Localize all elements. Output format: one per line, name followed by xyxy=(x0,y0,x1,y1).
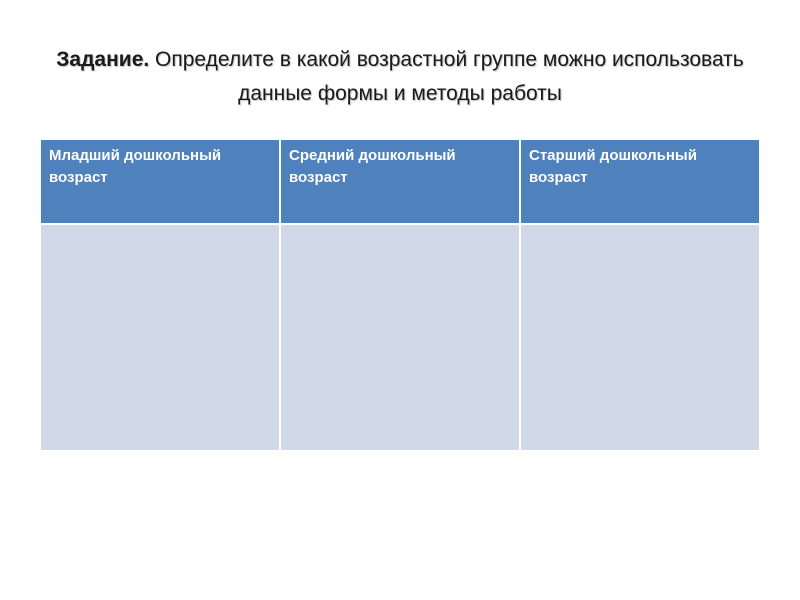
slide-title xyxy=(40,43,760,111)
table-row xyxy=(40,224,760,451)
body-cell-middle[interactable] xyxy=(280,224,520,451)
header-cell-middle: Средний дошкольный возраст xyxy=(280,139,520,224)
header-cell-older: Старший дошкольный возраст xyxy=(520,139,760,224)
title-text: Определите в какой возрастной группе можно использовать данные формы и методы работы xyxy=(149,48,744,105)
header-cell-younger: Младший дошкольный возраст xyxy=(40,139,280,224)
body-cell-older[interactable] xyxy=(520,224,760,451)
table-header-row xyxy=(40,139,760,224)
body-cell-younger[interactable] xyxy=(40,224,280,451)
title-lead: Задание. xyxy=(56,48,150,71)
age-group-table xyxy=(39,138,761,452)
